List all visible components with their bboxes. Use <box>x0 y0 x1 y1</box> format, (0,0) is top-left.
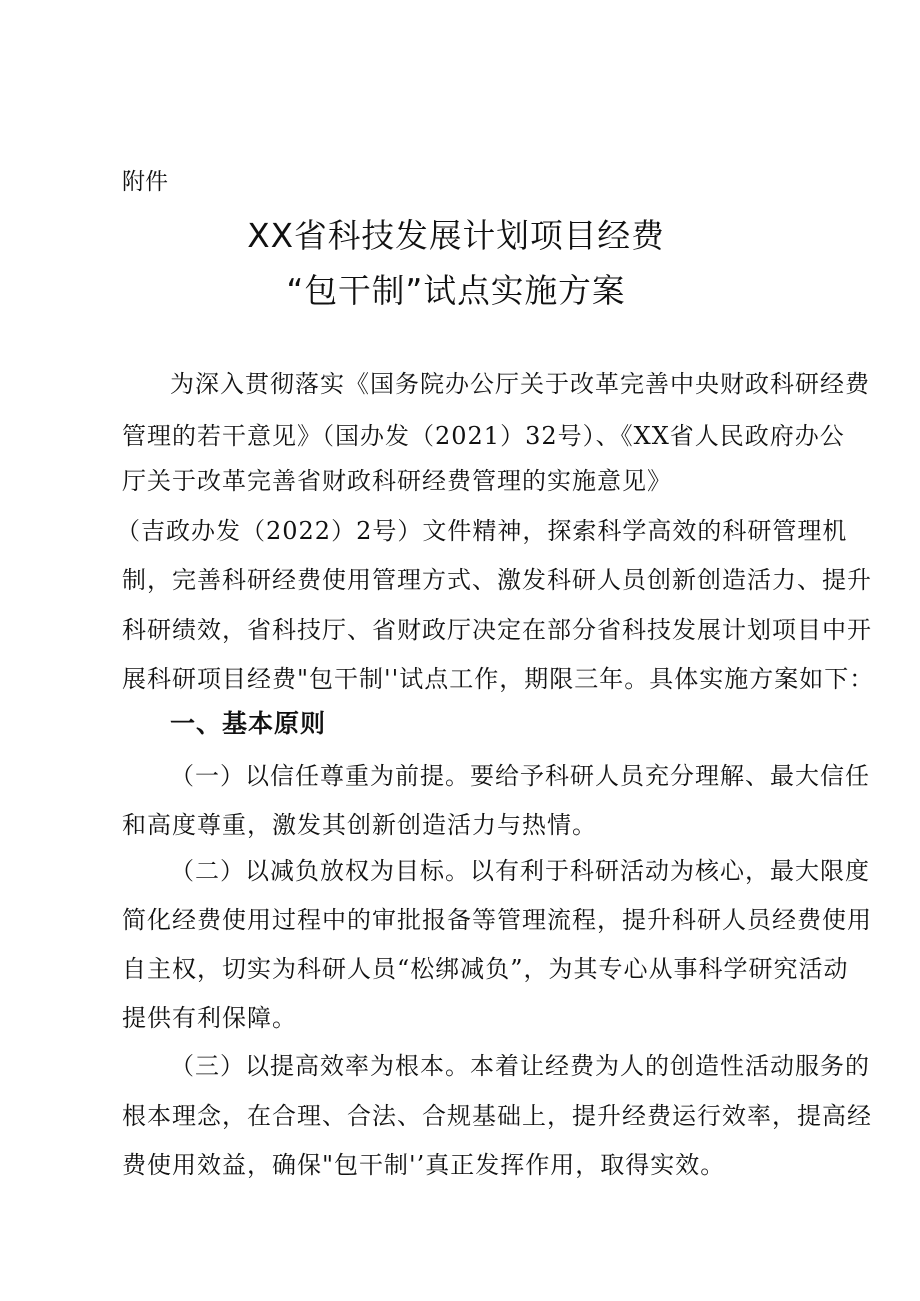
title-line-1: XX省科技发展计划项目经费 <box>247 216 665 255</box>
principle-3-line-1: （三）以提高效率为根本。本着让经费为人的创造性活动服务的 <box>170 1052 870 1080</box>
principle-2-line-3: 自主权，切实为科研人员“松绑减负”，为其专心从事科学研究活动 <box>122 955 849 983</box>
principle-3-line-2: 根本理念，在合理、合法、合规基础上，提升经费运行效率，提高经 <box>122 1102 872 1130</box>
intro-line-3: 厅关于改革完善省财政科研经费管理的实施意见》 <box>122 467 672 495</box>
intro-line-6: 科研绩效，省科技厅、省财政厅决定在部分省科技发展计划项目中开 <box>122 616 872 644</box>
intro-line-2: 管理的若干意见》（国办发（2021）32号）、《XX省人民政府办公 <box>122 422 845 450</box>
intro-line-1: 为深入贯彻落实《国务院办公厅关于改革完善中央财政科研经费 <box>170 370 870 398</box>
principle-1-line-1: （一）以信任尊重为前提。要给予科研人员充分理解、最大信任 <box>170 762 870 790</box>
principle-3-line-3: 费使用效益，确保"包干制'’真正发挥作用，取得实效。 <box>122 1151 726 1179</box>
intro-line-7: 展科研项目经费"包干制''试点工作，期限三年。具体实施方案如下： <box>122 665 875 693</box>
section-heading: 一、基本原则 <box>170 709 327 738</box>
principle-2-line-2: 简化经费使用过程中的审批报备等管理流程，提升科研人员经费使用 <box>122 906 872 934</box>
principle-1-line-2: 和高度尊重，激发其创新创造活力与热情。 <box>122 811 597 839</box>
attachment-label: 附件 <box>122 169 168 195</box>
title-line-2: “包干制”试点实施方案 <box>286 271 626 310</box>
intro-line-5: 制，完善科研经费使用管理方式、激发科研人员创新创造活力、提升 <box>122 566 872 594</box>
principle-2-line-4: 提供有利保障。 <box>122 1004 297 1032</box>
intro-line-4: （吉政办发（2022）2号）文件精神，探索科学高效的科研管理机 <box>116 517 848 545</box>
principle-2-line-1: （二）以减负放权为目标。以有利于科研活动为核心，最大限度 <box>170 857 870 885</box>
